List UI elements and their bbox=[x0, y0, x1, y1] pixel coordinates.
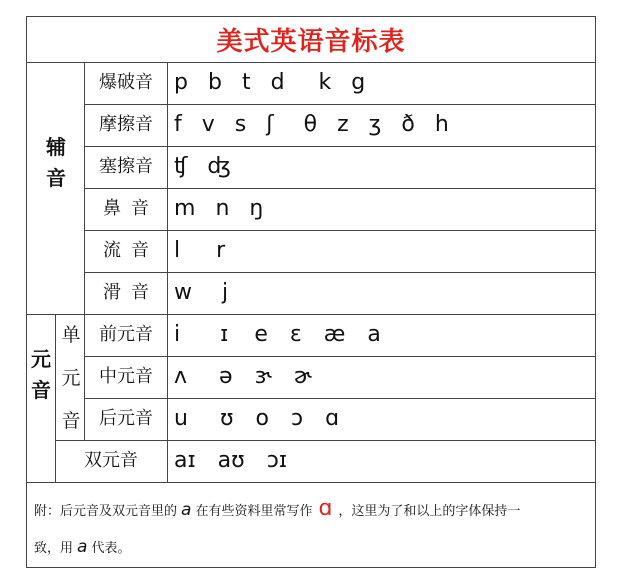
phonetic-symbol: j bbox=[222, 280, 229, 305]
phonetic-symbol: ʤ bbox=[207, 154, 231, 179]
phonetic-symbol: n bbox=[215, 196, 230, 221]
phonetic-symbol: æ bbox=[323, 322, 346, 347]
phonetic-symbol: ɑ bbox=[325, 406, 340, 431]
symbols-central-vowel bbox=[174, 356, 332, 398]
row-label-central-vowel: 中元音 bbox=[99, 366, 153, 387]
footnote-text: 致，用 bbox=[34, 541, 74, 556]
divider bbox=[167, 62, 168, 482]
footnote-symbol: a bbox=[181, 500, 192, 520]
phonetic-symbol: ɔɪ bbox=[266, 448, 287, 473]
row-label-front-vowel: 前元音 bbox=[99, 324, 153, 345]
phonetic-symbol: e bbox=[254, 322, 268, 347]
footnote-line-2 bbox=[34, 537, 130, 557]
symbols-affricate bbox=[174, 146, 251, 188]
phonetic-symbol: ɛ bbox=[289, 322, 302, 347]
table-title: 美式英语音标表 bbox=[216, 26, 406, 57]
phonetic-symbol: ɝ bbox=[254, 364, 272, 389]
phonetic-symbol: h bbox=[434, 112, 449, 137]
row-label-nasal: 鼻音 bbox=[103, 198, 159, 219]
symbols-front-vowel bbox=[174, 314, 401, 356]
phonetic-symbol: ɚ bbox=[293, 364, 312, 389]
footnote-symbol: a bbox=[77, 537, 88, 557]
phonetic-symbol: s bbox=[234, 112, 247, 137]
phonetic-symbol: g bbox=[351, 70, 366, 95]
row-label-diphthong: 双元音 bbox=[84, 450, 138, 471]
phonetic-symbol: aɪ bbox=[174, 448, 196, 473]
divider bbox=[26, 482, 596, 483]
phonetic-symbol: v bbox=[201, 112, 215, 137]
row-label-glide: 滑音 bbox=[103, 282, 159, 303]
row-label-affricate: 塞擦音 bbox=[99, 156, 153, 177]
symbols-diphthong bbox=[174, 440, 307, 482]
symbols-glide bbox=[174, 272, 248, 314]
phonetic-symbol: o bbox=[255, 406, 270, 431]
phonetic-symbol: t bbox=[241, 70, 251, 95]
row-label-liquid: 流音 bbox=[103, 240, 159, 261]
row-label-plosive: 爆破音 bbox=[99, 72, 153, 93]
symbols-liquid bbox=[174, 230, 245, 272]
phonetic-symbol: z bbox=[337, 112, 349, 137]
symbols-plosive bbox=[174, 62, 385, 104]
symbols-fricative bbox=[174, 104, 469, 146]
phonetic-symbol: l bbox=[174, 238, 181, 263]
phonetic-symbol: ə bbox=[219, 364, 233, 389]
monophthong-category: 单 元 音 bbox=[61, 324, 81, 432]
vowel-category: 元 音 bbox=[31, 347, 51, 402]
footnote-text: 附：后元音及双元音里的 bbox=[34, 504, 178, 519]
phonetic-symbol: ʊ bbox=[219, 406, 234, 431]
phonetic-symbol: ð bbox=[401, 112, 415, 137]
symbols-back-vowel bbox=[174, 398, 359, 440]
phonetic-symbol: k bbox=[318, 70, 332, 95]
consonant-category: 辅 音 bbox=[46, 135, 66, 190]
phonetic-symbol: a bbox=[367, 322, 381, 347]
footnote-line-1 bbox=[34, 496, 520, 521]
symbols-nasal bbox=[174, 188, 283, 230]
phonetic-symbol: ɔ bbox=[291, 406, 304, 431]
phonetic-symbol: ʃ bbox=[266, 112, 274, 137]
phonetic-symbol: ʌ bbox=[174, 364, 188, 389]
phonetic-symbol: i bbox=[174, 322, 181, 347]
phonetic-symbol: ʒ bbox=[368, 112, 382, 137]
phonetic-symbol: r bbox=[216, 238, 226, 263]
phonetic-symbol: aʊ bbox=[217, 448, 245, 473]
phonetic-symbol: ɪ bbox=[220, 322, 229, 347]
row-label-back-vowel: 后元音 bbox=[99, 408, 153, 429]
phonetic-symbol: ʧ bbox=[174, 154, 188, 179]
footnote-text: 在有些资料里常写作 bbox=[195, 504, 313, 519]
phonetic-symbol: u bbox=[174, 406, 188, 431]
phonetic-symbol: w bbox=[174, 280, 192, 305]
phonetic-symbol: p bbox=[174, 70, 188, 95]
phonetic-symbol: ŋ bbox=[249, 196, 264, 221]
footnote-text: ，这里为了和以上的字体保持一 bbox=[338, 504, 521, 519]
phonetic-symbol: d bbox=[270, 70, 285, 95]
row-label-fricative: 摩擦音 bbox=[99, 114, 153, 135]
phonetic-symbol: θ bbox=[303, 112, 318, 137]
phonetic-symbol: f bbox=[174, 112, 182, 137]
footnote-text: 代表。 bbox=[91, 541, 131, 556]
phonetic-symbol: b bbox=[207, 70, 222, 95]
footnote-symbol-highlight: ɑ bbox=[318, 496, 333, 521]
phonetic-symbol: m bbox=[174, 196, 196, 221]
